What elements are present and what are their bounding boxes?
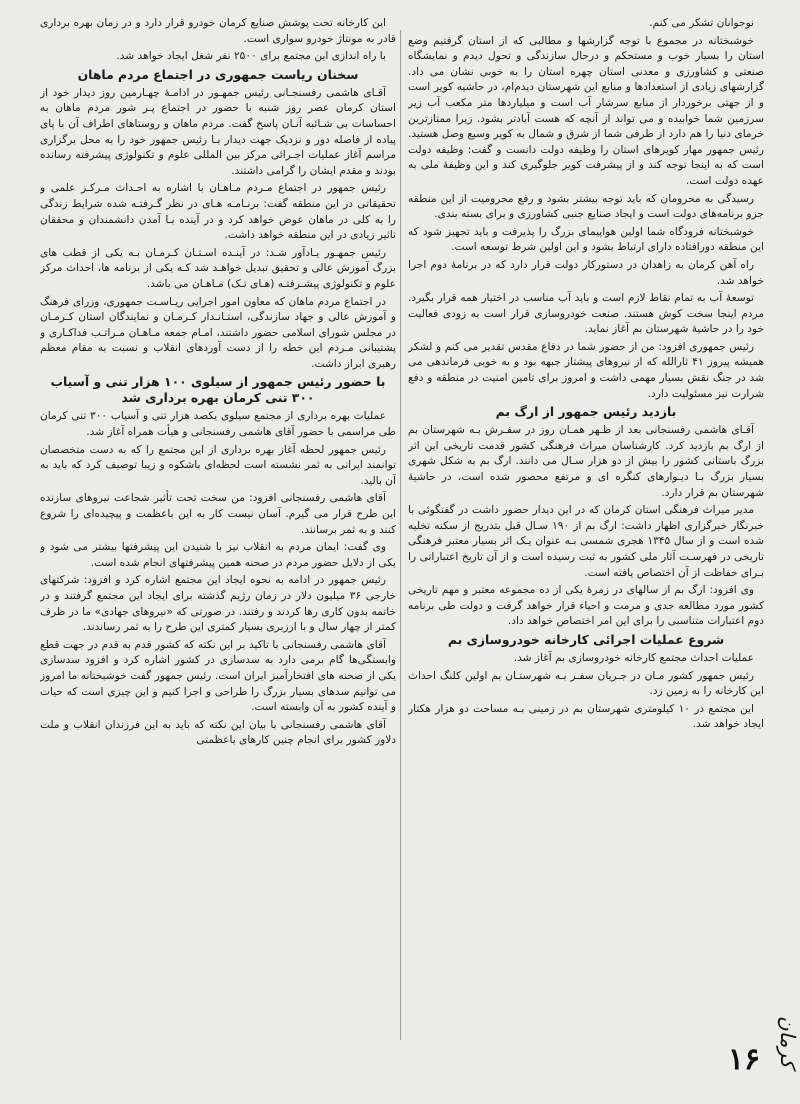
- paragraph: مدیر میراث فرهنگی استان کرمان که در این دیدار حضور داشت در گفتگوئی با خبرنگار خبرگزاری اظهار داشت: ارگ بم از ۱۹۰ سـال قبل بتدریج از سکنه تخلیه شده است و از سال ۱۳۴۵ هجری شمسی بـه عنوان یـک اثر بسیار معتبر فرهنگی تاریخی در فهرسـت آثار ملی کشور به ثبت رسیده است و از آن تاریخ اعتباراتی را بـرای حفاظت از آن اختصاص یافته است.: [408, 504, 764, 579]
- paragraph: رئیس جمهوری افزود: من از حضور شما در دفاع مقدس تقدیر می کنم و لشکر همیشه پیروز ۴۱ ثارالله که از نیروهای پیشتاز جبهه بود و به خوبی فرماندهی می شد در جنگ نقش بسیار مهمی داشت و امروز برای تامین امنیت در منطقه و دفع شرارت نیز مسئولیت دارد.: [408, 340, 764, 400]
- paragraph: خوشبختانه در مجموع با توجه گزارشها و مطالبی که از استان گرفتیم وضع استان را بسیار خوب و مستحکم و درحال سازندگی و تحول دیدم و نمایشگاه صنعتی و کشاورزی و معدنی استان چهره استان را به خوبی نشان می داد. گزارشهای زیادی از استعدادها و منابع این شهرستان دیدم‌ام، در حاشیه کویر است و از جهتی برخوردار از منابع سرشار آب است و میلیاردها متر مکعب آب زیر سرزمین شما خوابیده و می تواند از آنچه که هست آبادتر بشود. زیرا ممتازترین خرمای دنیا را هم دارد از طرفی شما از شرق و شمال به کویر وسیع وصل هستید. رئیس جمهور مهار کویرهای استان را وظیفه دولت دانست و گفت: وظیفه دولت است که به اینجا توجه کند و از پیشرفت کویر جلوگیری کند و این وظیفهٔ ملی به عهده دولت است.: [408, 34, 764, 187]
- magazine-logo: کرمان: [776, 1016, 800, 1069]
- paragraph: رئیس جمهور کشور مـان در جـریان سفـر بـه شهرستـان بم اولین کلنگ احداث این کارخانه را به زمین زد.: [408, 669, 764, 698]
- right-column: [408, 16, 764, 1046]
- paragraph: عملیات بهره برداری از مجتمع سیلوی یکصد هزار تنی و آسیاب ۳۰۰ تنی کرمان طی مراسمی با حضور آقای هاشمی رفسنجانی و هیأت همراه آغاز شد.: [40, 410, 396, 439]
- paragraph: خوشبختانه فرودگاه شما اولین هواپیمای بزرگ را پذیرفت و باید تجهیز شود که این منطقه دورافتاده دارای ارتباط بشود و این اولین شرط توسعه است.: [408, 225, 764, 254]
- paragraph: رئیس جمهور در ادامه به نحوه ایجاد این مجتمع اشاره کرد و افزود: شرکتهای خارجی ۳۶ میلیون دلار در زمان رژیم گذشته برای ایجاد این مجتمع گرفتند و در خاتمه بدون کاری رها کردند و رفتند. در صورتی که «نیروهای جهادی» ما در ظرف کمتر از چهار سال و با ارزبری بسیار کمتری این طرح را به ثمر رساندند.: [40, 574, 396, 634]
- paragraph: راه آهن کرمان به زاهدان در دستورکار دولت قرار دارد که در برنامهٔ دوم اجرا خواهد شد.: [408, 258, 764, 287]
- paragraph: آقای هاشمی رفسنجانی با تاکید بر این نکته که کشور قدم به قدم در جهت قطع وابستگی‌ها گام برمی دارد به سدسازی در کشور اشاره کرد و افزود سدسازی یکی از صحنه های افتخارآمیز ایران است. رئیس جمهور گفت خوشبختانه ما امروز می توانیم سدهای بسیار بزرگ را طراحی و اجرا کنیم و این چیزی است که حیات و آینده کشور به آن وابسته است.: [40, 638, 396, 714]
- paragraph: این کارخانه تحت پوشش صنایع کرمان خودرو قرار دارد و در زمان بهره برداری قادر به مونتاژ خودرو سواری است.: [40, 17, 396, 45]
- paragraph: رئیس جمهـور یـادآور شـد: در آینـده اسـتـان کـرمـان بـه یکی از قطب های بزرگ آموزش عالی و تحقیق تبدیل خواهـد شد کـه یکی از برنامه ها، احداث مرکز علوم و تکنولوژی پیشـرفتـه (هـای تـک) مـاهـان می باشد.: [40, 246, 396, 290]
- paragraph: عملیات احداث مجتمع کارخانه خودروسازی بم آغاز شد.: [513, 651, 754, 664]
- section-heading: بازدید رئیس جمهور از ارگ بم: [495, 404, 677, 420]
- paragraph: رئیس جمهور در اجتماع مـردم مـاهـان با اشاره به احـداث مـرکـز علمی و تحقیقاتی در این منطقه گفت: برنـامـه هـای در نظر گـرفتـه شده شرایط زندگی را به کلی در ماهان عوض خواهد کرد و در آینده بـا آمدن دانشمندان و محققان تاثیر زیادی در این منطقه خواهد داشت.: [40, 182, 396, 242]
- paragraph: آقـای هاشمی رفسنجـانی رئیس جمهـور در ادامـهٔ چهـارمین روز دیدار خود از استان کرمان عصر روز شنبه با حضور در اجتماع پـر شور مردم ماهان به احساسات بی شـائبه آنـان پاسخ گفت. مردم ماهان و روستاهای اطراف آن با پای پیاده از فاصله دور و نزدیک جهت دیدار بـا رئیس جمهور خود را به محل برگزاری مراسم آغاز عملیات اجـرائی مرکز بین المللی علوم و تکنولوژی پیشرفته رسانده بودند و مقدم ایشان را گرامی داشتند.: [40, 86, 396, 177]
- paragraph: نوجوانان تشکر می کنم.: [649, 17, 754, 29]
- paragraph: رسیدگی به محرومان که باید توجه بیشتر بشود و رفع محرومیت از این منطقه جزو برنامه‌های دولت است و ایجاد صنایع جنبی کشاورزی و برای بسته بندی.: [408, 192, 764, 221]
- paragraph: آقـای هاشمی رفسنجانی بعد از ظـهر همـان روز در سفـرش بـه شهرستان بم از ارگ بم بازدید کرد. کارشناسان میراث فرهنگی کشور قدمت تاریخی این اثر بزرگ باستانی کشور را بیش از دو هزار سـال می دانند. ارگ بم به شکل شهری بسیار بزرگ بـا دیـوارهای کنگره ای و مرتفع محصور شده است، در حاشیهٔ شهرستان بم قرار دارد.: [408, 424, 764, 499]
- paragraph: آقای هاشمی رفسنجانی با بیان این نکته که باید به این فرزندان انقلاب و ملت دلاور کشور برای انجام چنین کارهای باعظمتی: [40, 718, 396, 747]
- section-heading: با حضور رئیس جمهور از سیلوی ۱۰۰ هزار تنی و آسیاب ۳۰۰ تنی کرمان بهره برداری شد: [50, 374, 386, 406]
- section-heading: سخنان ریاست جمهوری در اجتماع مردم ماهان: [77, 66, 359, 82]
- paragraph: وی گفت: ایمان مردم به انقلاب نیز با شنیدن این پیشرفتها بیشتر می شود و یکی از دلایل حضور مردم در صحنه همین پیشرفتهای انجام شده است.: [40, 541, 396, 569]
- paragraph: این مجتمع در ۱۰ کیلومتری شهرستان بم در زمینی بـه مساحت دو هزار هکتار ایجاد خواهد شد.: [408, 702, 764, 731]
- paragraph: آقای هاشمی رفسنجانی افزود: من سخت تحت تأثیر شجاعت نیروهای سازنده این طرح قرار می گیرم. آسان نیست کار به این باعظمت و پیچیده‌ای را شروع کنند و به ثمر برسانند.: [40, 492, 396, 536]
- paragraph: رئیس جمهور لحظه آغاز بهره برداری از این مجتمع را که به دست متخصصان توانمند ایرانی به ثمر نشسته است لحظه‌ای باشکوه و زیبا توصیف کرد که باید به آن بالید.: [40, 443, 396, 487]
- left-column: [40, 16, 396, 1046]
- paragraph: در اجتماع مردم ماهان که معاون امور اجرایی ریـاسـت جمهوری، وزرای فرهنگ و آموزش عالی و جهاد سازندگی، استـانـدار کـرمـان و نمایندگان استان کـرمـان در مجلس شورای اسلامی حضور داشتند، امـام جمعه مـاهـان مـراتـب فداکـاری و پشتیبانی مـردم این خطه را از دست آوردهای انقلاب و نسبت به مقام معظم رهبری ابراز داشت.: [40, 295, 396, 370]
- column-divider: [400, 30, 401, 1040]
- section-heading: شروع عملیات اجرائی کارخانه خودروسازی بم: [447, 631, 725, 647]
- paragraph: وی افزود: ارگ بم از سالهای در زمرهٔ یکی از ده مجموعه معتبر و مهم تاریخی کشور مورد مطالعه جدی و مرمت و احیاء قرار خواهد گرفت و دولت طی برنامه دوم اعتبارات متناسبی را برای این امر اختصاص خواهد داد.: [408, 584, 764, 628]
- paragraph: توسعهٔ آب به تمام نقاط لازم است و باید آب مناسب در اختیار همه قرار بگیرد. مردم اینجا سخت کوش هستند. صنعت خودروسازی قرار است به زودی فعالیت خود را در حاشیهٔ شهرستان بم آغاز نماید.: [408, 292, 764, 336]
- page-number: ۱۶: [727, 1042, 761, 1077]
- paragraph: با راه اندازی این مجتمع برای ۲۵۰۰ نفر شغل ایجاد خواهد شد.: [116, 50, 386, 63]
